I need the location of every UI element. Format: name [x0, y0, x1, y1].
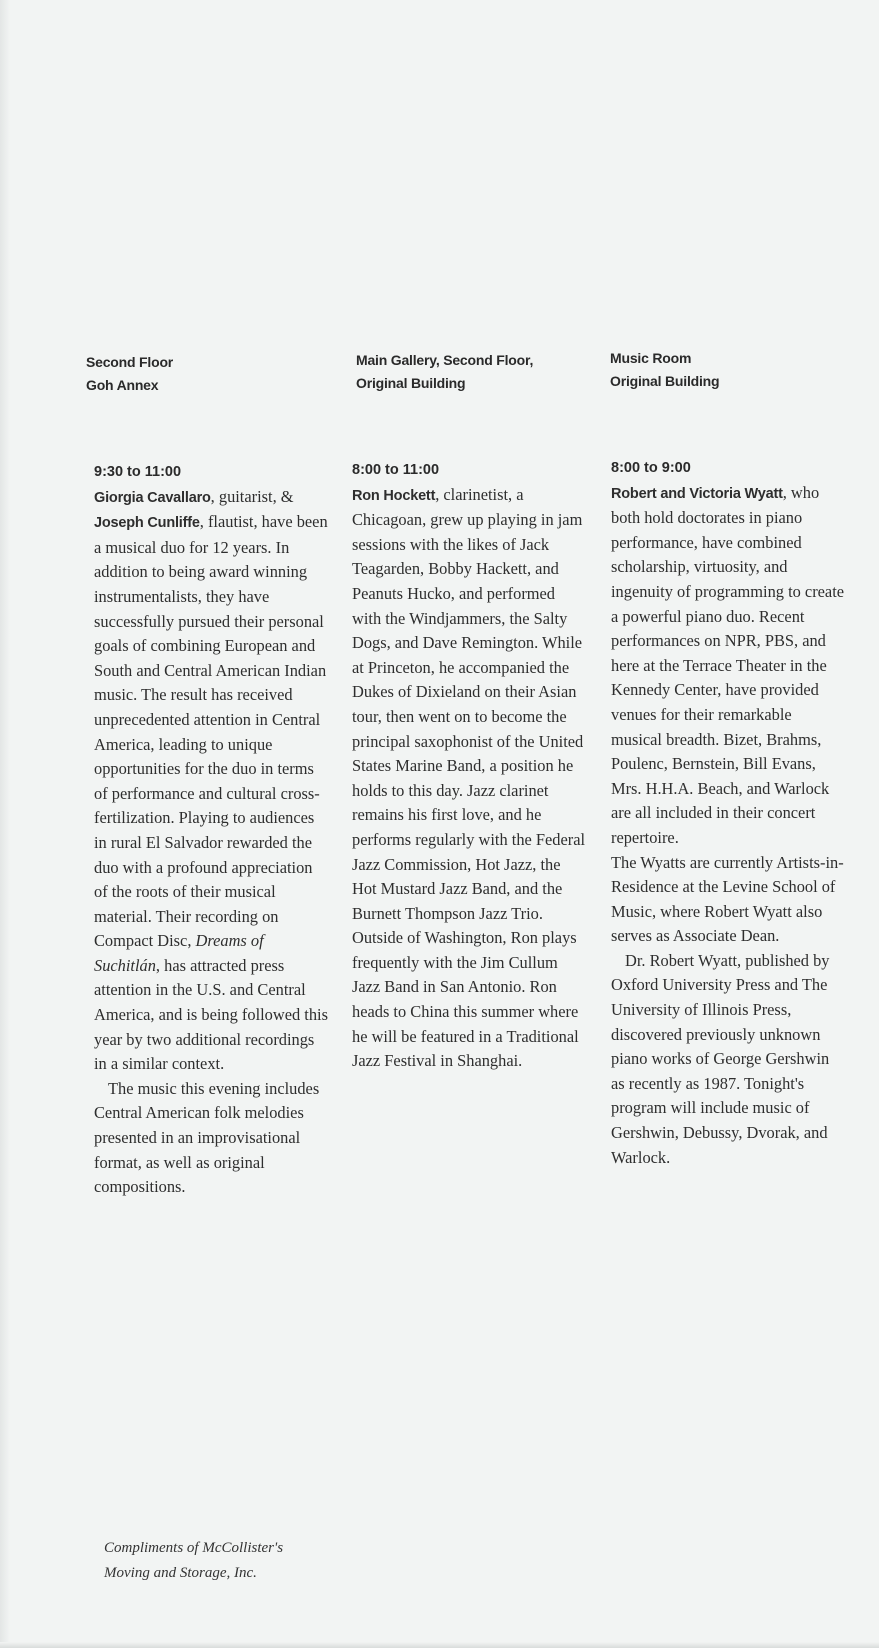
bio-text: , guitarist, & [210, 486, 294, 506]
page-bottom-edge [0, 1642, 879, 1648]
performance-time: 8:00 to 9:00 [611, 460, 691, 476]
bio-text: , flautist, have been a musical duo for 12 years. In addition to being award winning instrumentalists, they have successfully pursued their personal goals of combining European and South and Central American Indian music. The result has received unprecedented attention in Central America, leading to unique opportunities for the duo in terms of performance and cultural cross-fertilization. Playing to audiences in rural El Salvador rewarded the duo with a profound appreciation of the roots of their musical material. Their recording on Compact Disc, [94, 512, 328, 951]
performance-time: 8:00 to 11:00 [352, 462, 440, 478]
bio-text: , who both hold doctorates in piano performance, have combined scholarship, virtuosity, and ingenuity of programming to create a powerful piano duo. Recent performances on NPR, PBS, and here at the Terrace Theater in the Kennedy Center, have provided venues for their remarkable musical breadth. Bizet, Brahms, Poulenc, Bernstein, Bill Evans, Mrs. H.H.A. Beach, and Warlock are all included in their concert repertoire. [611, 482, 845, 847]
venue-line-1: Second Floor [86, 354, 174, 370]
venue-line-1: Main Gallery, Second Floor, [356, 352, 534, 368]
bio-text: , clarinetist, a Chicagoan, grew up playing in jam sessions with the likes of Jack Teagarden, Bobby Hackett, and Peanuts Hucko, and performed with the Windjammers, the Salty Dogs, and Dave Remington. While at Princeton, he accompanied the Dukes of Dixieland on their Asian tour, then went on to become the principal saxophonist of the United States Marine Band, a position he holds to this day. Jazz clarinet remains his first love, and he performs regularly with the Federal Jazz Commission, Hot Jazz, the Hot Mustard Jazz Band, and the Burnett Thompson Jazz Trio. Outside of Washington, Ron plays frequently with the Jim Cullum Jazz Band in San Antonio. Ron heads to China this summer where he will be featured in a Traditional Jazz Festival in Shanghai. [352, 484, 586, 1071]
venue-line-2: Original Building [610, 373, 720, 389]
column-hockett [352, 458, 588, 1074]
sponsor-line-1: Compliments of McCollister's [104, 1540, 284, 1556]
venue-header-music-room [610, 347, 719, 393]
performer-name: Robert and Victoria Wyatt [611, 485, 783, 502]
venue-line-2: Original Building [356, 375, 466, 391]
sponsor-line-2: Moving and Storage, Inc. [104, 1565, 257, 1581]
column-wyatt [611, 456, 845, 1170]
program-note: The music this evening includes Central American folk melodies presented in an improvisational format, as well as original compositions. [94, 1078, 320, 1197]
bio-text: , has attracted press attention in the U.S. and Central America, and is being followed this year by two additional recordings in a similar context. [94, 955, 328, 1074]
performer-bio [611, 481, 845, 851]
performer-name: Ron Hockett [352, 487, 436, 504]
performer-name: Joseph Cunliffe [94, 515, 200, 532]
residency-note: The Wyatts are currently Artists-in-Residence at the Levine School of Music, where Robert Wyatt also serves as Associate Dean. [611, 852, 844, 946]
sponsor-credit [104, 1536, 283, 1586]
venue-header-goh-annex [86, 351, 173, 397]
page-edge-shadow [0, 0, 10, 1648]
performer-bio [94, 485, 330, 1077]
venue-line-1: Music Room [610, 350, 692, 366]
album-title: Dreams of Suchitlán [94, 931, 264, 975]
column-cavallaro-cunliffe [94, 460, 330, 1200]
venue-header-main-gallery [356, 349, 533, 395]
performance-time: 9:30 to 11:00 [94, 464, 182, 480]
program-note: Dr. Robert Wyatt, published by Oxford University Press and The University of Illinois Press, discovered previously unknown piano works of George Gershwin as recently as 1987. Tonight's program will include music of Gershwin, Debussy, Dvorak, and Warlock. [611, 950, 830, 1167]
performer-name: Giorgia Cavallaro [94, 489, 211, 506]
performer-bio [352, 483, 588, 1074]
venue-line-2: Goh Annex [86, 377, 159, 393]
